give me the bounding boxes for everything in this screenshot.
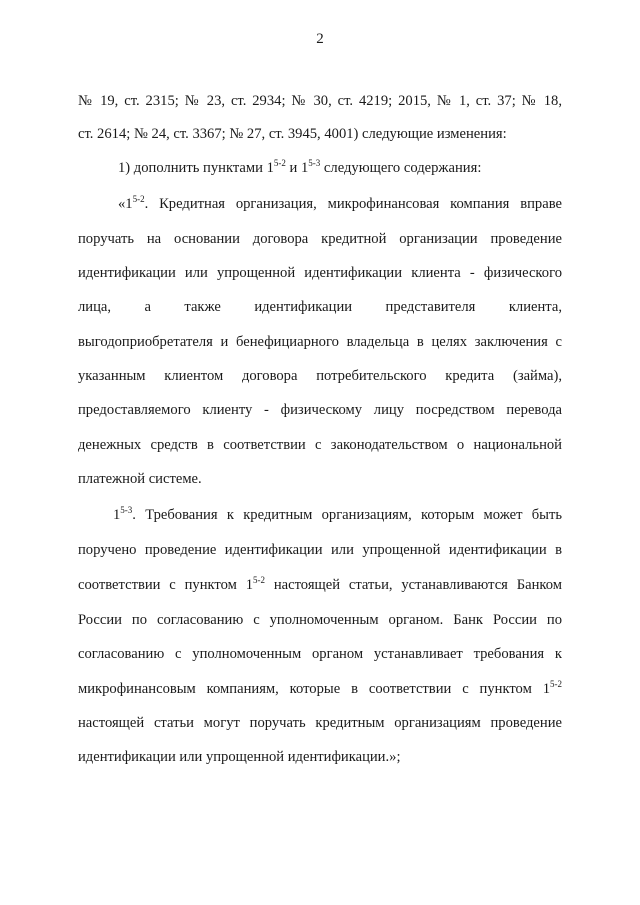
text-line-6: идентификации или упрощенной идентификации клиента - физического: [78, 265, 562, 281]
superscript: 5-2: [273, 158, 286, 168]
page-number: 2: [316, 31, 324, 47]
text-line-19: настоящей статьи могут поручать кредитным организациям проведение: [78, 715, 562, 731]
superscript: 5-3: [308, 158, 321, 168]
text-line-5: поручать на основании договора кредитной организации проведение: [78, 231, 562, 247]
text-line-20: идентификации или упрощенной идентификации.»;: [78, 749, 401, 765]
text-line-10: предоставляемого клиенту - физическому лицу посредством перевода: [78, 402, 562, 418]
text-line-2: ст. 2614; № 24, ст. 3367; № 27, ст. 3945, 4001) следующие изменения:: [78, 126, 507, 142]
text-line-4: «1$^{5-2}$. Кредитная организация, микрофинансовая компания вправе: [118, 194, 562, 212]
superscript: 5-2: [550, 679, 562, 689]
superscript: 5-2: [132, 194, 145, 204]
text-line-1: № 19, ст. 2315; № 23, ст. 2934; № 30, ст. 4219; 2015, № 1, ст. 37; № 18,: [78, 93, 562, 109]
text-line-17: согласованию с уполномоченным органом устанавливает требования к: [78, 646, 562, 662]
text-line-11: денежных средств в соответствии с законодательством о национальной: [78, 437, 562, 453]
text-line-15: соответствии с пунктом 1$^{5-2}$ настоящей статьи, устанавливаются Банком: [78, 575, 562, 593]
text-line-18: микрофинансовым компаниям, которые в соответствии с пунктом 1$^{5-2}$: [78, 679, 562, 697]
text-line-16: России по согласованию с уполномоченным органом. Банк России по: [78, 612, 562, 628]
superscript: 5-2: [253, 575, 266, 585]
text-line-8: выгодоприобретателя и бенефициарного владельца в целях заключения с: [78, 334, 562, 350]
text-line-14: поручено проведение идентификации или упрощенной идентификации в: [78, 542, 562, 558]
text-line-13: 1$^{5-3}$. Требования к кредитным организациям, которым может быть: [113, 505, 562, 523]
superscript: 5-3: [120, 505, 133, 515]
text-line-3: 1) дополнить пунктами 1$^{5-2}$ и 1$^{5-3}$ следующего содержания:: [118, 158, 482, 176]
text-line-12: платежной системе.: [78, 471, 202, 487]
text-line-9: указанным клиентом договора потребительского кредита (займа),: [78, 368, 562, 384]
text-line-7: лица, а также идентификации представителя клиента,: [78, 299, 562, 315]
